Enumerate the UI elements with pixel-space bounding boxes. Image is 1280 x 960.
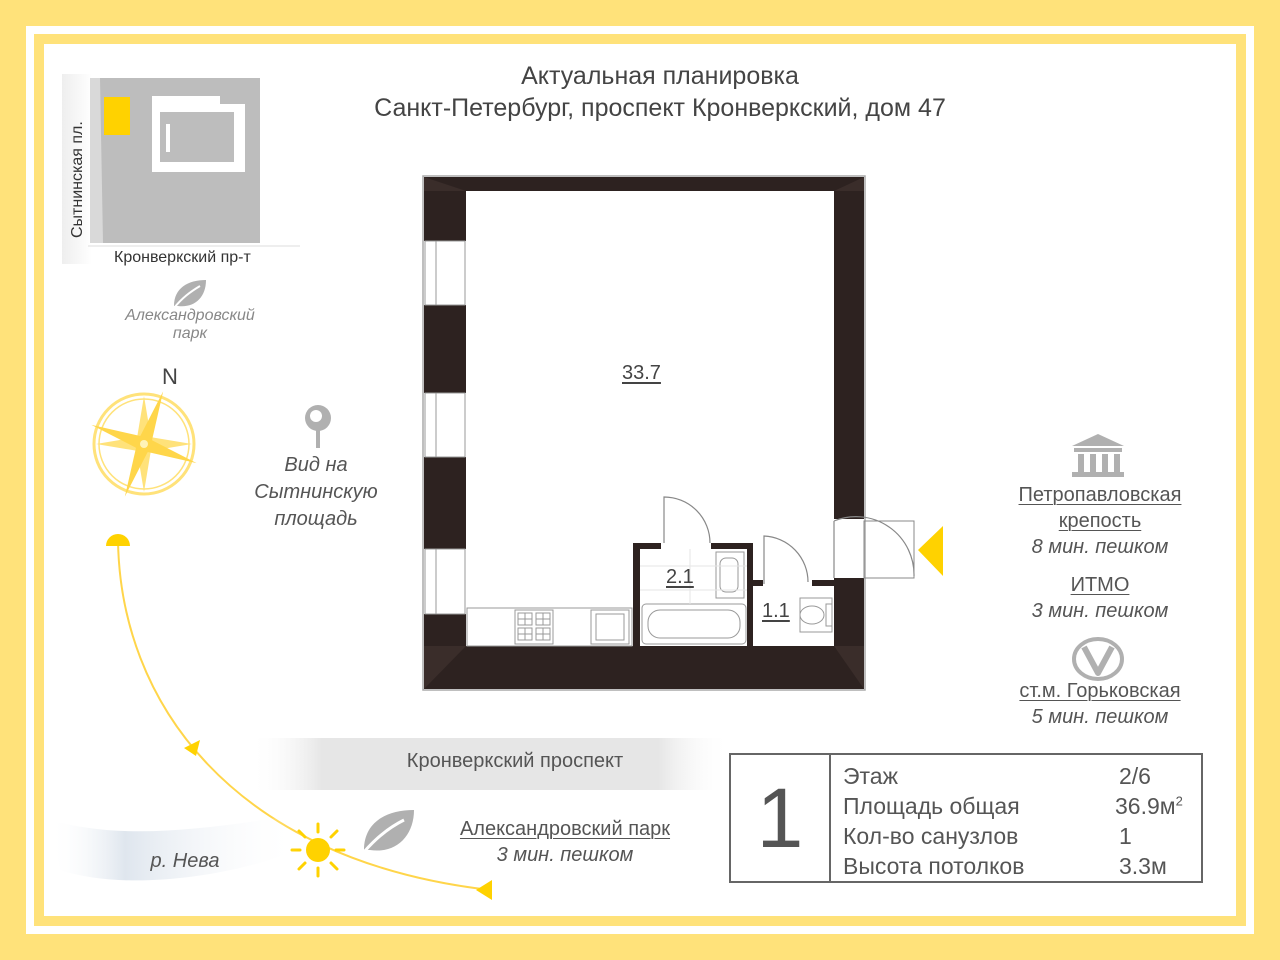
info-floor-value: 2/6 (1119, 763, 1151, 789)
info-height-value: 3.3м (1119, 853, 1167, 879)
info-row-area (843, 793, 1020, 823)
mini-park-label (100, 307, 280, 343)
compass-north-label: N (162, 364, 178, 389)
wc-area: 1.1 (762, 600, 790, 622)
bathroom-area: 2.1 (666, 566, 694, 588)
landmark-fortress (990, 482, 1210, 560)
landmark-itmo (990, 572, 1210, 624)
info-area-number: 36.9м (1115, 793, 1176, 819)
floor-plan (423, 176, 914, 690)
view-line3: площадь (274, 508, 358, 530)
info-area-value (1115, 793, 1183, 820)
page-subtitle: Санкт-Петербург, проспект Кронверкский, дом 47 (374, 94, 946, 122)
museum-icon (1072, 434, 1124, 477)
landmark-fortress-name2[interactable]: крепость (1058, 510, 1142, 532)
info-height-label: Высота потолков (843, 853, 1025, 879)
landmark-metro-name[interactable]: ст.м. Горьковская (1019, 680, 1181, 702)
apartment-info-box (729, 753, 1203, 883)
view-line1: Вид на (284, 454, 348, 476)
info-row-floor (843, 763, 898, 793)
park-bottom (420, 816, 710, 868)
mini-street-horizontal: Кронверкский пр-т (114, 249, 251, 266)
landmark-metro (990, 678, 1210, 730)
mini-map (62, 74, 260, 264)
entrance-marker (918, 526, 943, 576)
metro-icon (1074, 639, 1122, 679)
sun-direction-arrow-end (476, 880, 492, 900)
info-floor-label: Этаж (843, 763, 898, 789)
street-name-bottom: Кронверкский проспект (406, 750, 624, 772)
apartment-number: 1 (731, 755, 831, 881)
mini-street-vertical: Сытнинская пл. (69, 121, 86, 238)
info-row-height (843, 853, 1024, 883)
landmark-itmo-time: 3 мин. пешком (1031, 600, 1169, 622)
compass-rose-icon (72, 372, 216, 516)
mini-park-line1: Александровский (125, 307, 255, 324)
view-label (232, 452, 400, 533)
info-area-label: Площадь общая (843, 793, 1020, 819)
info-area-sup: 2 (1175, 793, 1183, 809)
park-leaf-icon (364, 810, 414, 852)
mini-park-line2: парк (172, 325, 208, 342)
info-row-bathrooms (843, 823, 1018, 853)
info-bathrooms-value: 1 (1119, 823, 1132, 849)
park-bottom-name[interactable]: Александровский парк (459, 818, 671, 840)
info-bathrooms-label: Кол-во санузлов (843, 823, 1019, 849)
main-room-area: 33.7 (622, 362, 661, 384)
building-marker (104, 97, 130, 135)
landmark-itmo-name[interactable]: ИТМО (1070, 574, 1130, 596)
river-label: р. Нева (150, 850, 220, 872)
location-pin-icon (305, 405, 331, 448)
sunrise-icon (106, 534, 130, 546)
landmark-metro-time: 5 мин. пешком (1031, 706, 1169, 728)
park-bottom-time: 3 мин. пешком (496, 844, 634, 866)
view-line2: Сытнинскую (254, 481, 378, 503)
landmark-fortress-name[interactable]: Петропавловская (1018, 484, 1182, 506)
landmark-fortress-time: 8 мин. пешком (1031, 536, 1169, 558)
page-title: Актуальная планировка (521, 62, 799, 90)
leaf-icon (174, 280, 206, 308)
